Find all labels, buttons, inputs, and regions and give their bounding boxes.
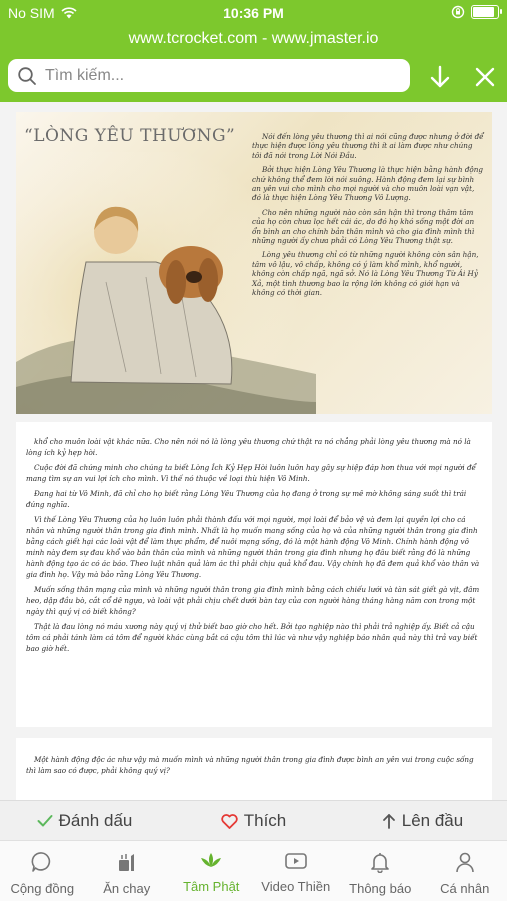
article-paragraph: Muốn sống thân mạng của mình và những người thân trong gia đình mình bằng cách chiếu lưới và tàn sát giết gà vịt, đâm heo, dập đầu bò, cắt cổ dê ngựa, và loài vật phải chịu chết dưới bàn tay của con người hàng tháng hàng năm con trong một ngày thì quý vị có biết không? bbox=[26, 584, 482, 617]
tab-buddha-mind[interactable] bbox=[169, 841, 254, 901]
arrow-down-icon bbox=[429, 65, 451, 89]
article-paragraph: Một hành động độc ác như vậy mà muốn mình và những người thân trong gia đình được bình an yên vui trong cuộc sống thì làm sao có được, phải không quý vị? bbox=[26, 754, 482, 776]
status-bar bbox=[0, 0, 507, 27]
carrier-label: No SIM bbox=[8, 5, 55, 21]
food-icon bbox=[116, 851, 138, 873]
article-poster bbox=[16, 112, 492, 414]
chat-bubble-icon bbox=[31, 851, 53, 873]
bookmark-button[interactable] bbox=[0, 801, 169, 841]
site-url: www.tcrocket.com - www.jmaster.io bbox=[0, 30, 507, 48]
article-paragraph: khổ cho muôn loài vật khác nữa. Cho nên nói nó là lòng yêu thương chứ thật ra nó chẳng phải lòng yêu thương mà nó là lòng ích kỷ hẹp hòi. bbox=[26, 436, 482, 458]
heart-icon bbox=[221, 814, 238, 829]
poster-text bbox=[252, 132, 484, 303]
tab-community[interactable] bbox=[0, 841, 85, 901]
tab-label: Cá nhân bbox=[440, 881, 489, 896]
search-input[interactable] bbox=[43, 66, 377, 86]
check-icon bbox=[37, 814, 53, 828]
tab-vegetarian[interactable] bbox=[85, 841, 170, 901]
article-page bbox=[16, 422, 492, 727]
battery-icon bbox=[471, 5, 499, 19]
poster-paragraph: Bởi thực hiện Lòng Yêu Thương là thực hiện bằng hành động chứ không thể đem lời nói suông. Hành động đem lại sự bình an yên vui cho mình cho mọi người và cho muôn loài vạn vật, đó là thực hiện Lòng Yêu Thương Vô Lượng. bbox=[252, 165, 484, 203]
article-paragraph: Thật là đau lòng nó máu xương này quý vị thử biết bao giờ cho hết. Bởi tạo nghiệp nào thì phải trả nghiệp ấy. Biết cả cậu tôm cá phải tánh làm cá tôm để người khác cùng bắt cá cậu tôm thì lúc và như vậy nghiệp báo nhân quả này thì trả vay biết bao giờ hết. bbox=[26, 621, 482, 654]
poster-paragraph: Cho nên những người nào còn sân hận thì trong thâm tâm của họ còn chưa lọc hết cái ác, do đó họ khó sống một đời an ổn bình an cho chính bản thân mình và cho gia đình mình thì những người ấy chưa phải có Lòng Yêu Thương thật sự. bbox=[252, 208, 484, 246]
poster-title: “LÒNG YÊU THƯƠNG” bbox=[24, 126, 235, 146]
like-button[interactable] bbox=[169, 801, 338, 841]
close-icon bbox=[475, 67, 495, 87]
scroll-top-label: Lên đầu bbox=[402, 811, 463, 831]
tab-notifications[interactable] bbox=[338, 841, 423, 901]
action-bar bbox=[0, 800, 507, 841]
status-right bbox=[451, 5, 499, 19]
tab-label: Ăn chay bbox=[103, 881, 150, 896]
header-bar bbox=[0, 27, 507, 102]
status-time: 10:36 PM bbox=[0, 5, 507, 21]
search-box[interactable] bbox=[8, 59, 410, 92]
article-paragraph: Đang hai từ Vô Minh, đã chỉ cho họ biết rằng Lòng Yêu Thương của họ đang ở trong sự mê mờ không sáng suốt thì trái đúng nghĩa. bbox=[26, 488, 482, 510]
bell-icon bbox=[369, 851, 391, 873]
like-label: Thích bbox=[244, 811, 287, 831]
search-icon bbox=[17, 66, 37, 86]
tab-meditation-video[interactable] bbox=[254, 841, 339, 901]
scroll-top-button[interactable] bbox=[338, 801, 507, 841]
tab-bar bbox=[0, 840, 507, 901]
lotus-icon bbox=[199, 851, 223, 871]
tab-profile[interactable] bbox=[423, 841, 507, 901]
page-text bbox=[16, 738, 492, 796]
article-paragraph: Vì thế Lòng Yêu Thương của họ luôn luôn phải thành đấu với mọi người, mọi loài để bảo vệ và đem lại quyền lợi cho cá nhân và những người thân trong gia đình mình. Nhất là họ muốn mang sống của họ và của những người thân trong gia đình bằng cách giết hại các loài vật để làm thực phẩm, để nuôi mạng sống, đó là một hành động Vô Minh. Chính hành động vô minh này đem sự đau khổ vào bản thân của mình và những người thân trong gia đình nhưng họ đâu biết rằng đó là những hành động tạo ác có ác báo. Theo luật nhân quả làm ác thì phải chịu quả khổ đau. Vậy chính họ đã đem quả khổ vào thân và gia đình họ. Vậy mà bảo rằng Lòng Yêu Thương. bbox=[26, 514, 482, 580]
video-icon bbox=[284, 851, 308, 871]
arrow-up-icon bbox=[382, 813, 396, 829]
tab-label: Thông báo bbox=[349, 881, 411, 896]
poster-paragraph: Lòng yêu thương chỉ có từ những người không còn sân hận, tâm vô lậu, vô chấp, không có ý làm khổ mình, khổ người, không còn chấp ngã, ngã sở. Nó là Lòng Yêu Thương Từ Ái Hỷ Xả, một tình thương bao la rộng lớn không có giới hạn và không có thời gian. bbox=[252, 250, 484, 297]
article-paragraph: Cuộc đời đã chứng minh cho chúng ta biết Lòng Ích Kỷ Hẹp Hòi luôn luôn hay gây sự hiệp đáp hơn thua với mọi người để mang tìm sự an vui lợi ích cho mình. Vì thế nó thuộc về loại thù hiện Vô Minh. bbox=[26, 462, 482, 484]
article-page bbox=[16, 738, 492, 800]
orientation-lock-icon bbox=[451, 5, 465, 19]
tab-label: Cộng đồng bbox=[10, 881, 74, 896]
close-button[interactable] bbox=[471, 63, 499, 91]
article-content[interactable] bbox=[0, 102, 507, 800]
tab-label: Tâm Phật bbox=[183, 879, 239, 894]
bookmark-label: Đánh dấu bbox=[59, 811, 133, 831]
tab-label: Video Thiền bbox=[261, 879, 330, 894]
person-icon bbox=[454, 851, 476, 873]
page-text bbox=[16, 422, 492, 672]
poster-paragraph: Nói đến lòng yêu thương thì ai nói cũng được nhưng ở đời để thực hiện được lòng yêu thương thì ít ai làm được như chúng tôi đã nói trong Lời Nói Đầu. bbox=[252, 132, 484, 160]
download-button[interactable] bbox=[426, 63, 454, 91]
